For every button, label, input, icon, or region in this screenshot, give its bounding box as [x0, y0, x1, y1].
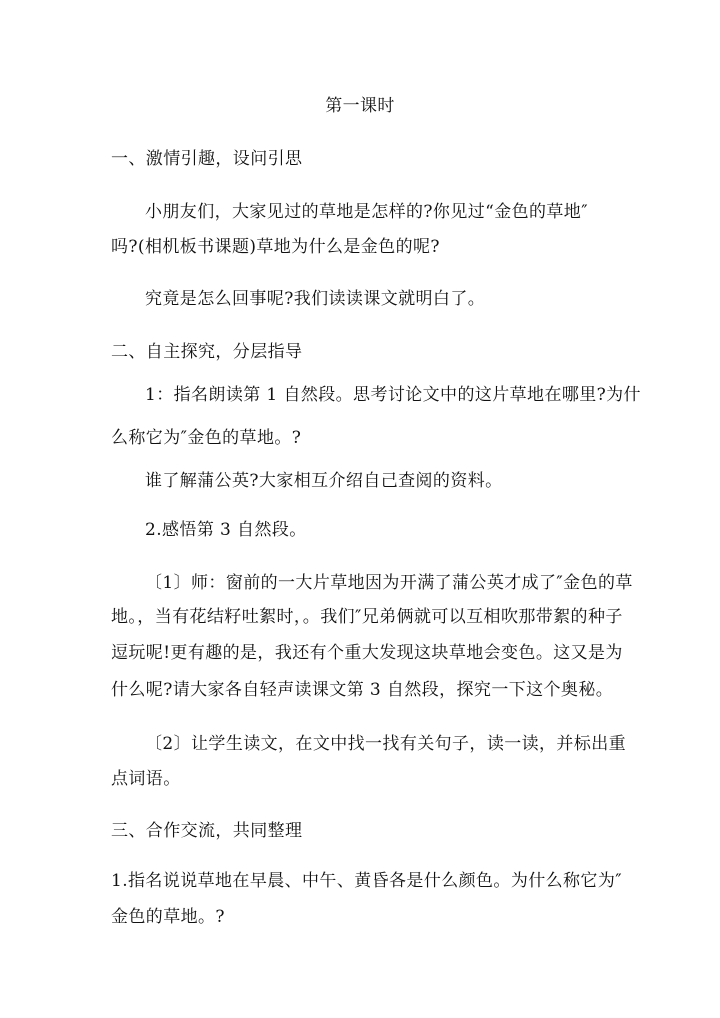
paragraph-line: 〔1〕师：窗前的一大片草地因为开满了蒲公英才成了″金色的草 — [145, 573, 633, 593]
paragraph-line: 谁了解蒲公英?大家相互介绍自己查阅的资料。 — [145, 471, 503, 491]
paragraph-line: 逗玩呢!更有趣的是，我还有个重大发现这块草地会变色。这又是为 — [111, 643, 623, 663]
paragraph-line: 〔2〕让学生读文，在文中找一找有关句子，读一读，并标出重 — [145, 734, 627, 754]
paragraph-line: 什么呢?请大家各自轻声读课文第 3 自然段，探究一下这个奥秘。 — [111, 680, 614, 700]
section-heading-1: 一、激情引趣，设问引思 — [111, 149, 303, 169]
paragraph-line: 地。，当有花结籽吐絮时，。我们″兄弟俩就可以互相吹那带絮的种子 — [111, 607, 623, 627]
paragraph-line: 1：指名朗读第 1 自然段。思考讨论文中的这片草地在哪里?为什 — [145, 385, 641, 405]
section-heading-2: 二、自主探究，分层指导 — [111, 342, 303, 362]
section-heading-3: 三、合作交流，共同整理 — [111, 821, 303, 841]
paragraph-line: 小朋友们，大家见过的草地是怎样的?你见过“金色的草地″ — [145, 202, 588, 222]
paragraph-line: 1.指名说说草地在早晨、中午、黄昏各是什么颜色。为什么称它为″ — [111, 871, 622, 891]
paragraph-line: 2.感悟第 3 自然段。 — [145, 520, 307, 540]
paragraph-line: 究竟是怎么回事呢?我们读读课文就明白了。 — [145, 289, 486, 309]
paragraph-line: 金色的草地。? — [111, 907, 225, 927]
page-title: 第一课时 — [325, 96, 395, 116]
paragraph-line: 点词语。 — [111, 769, 181, 789]
paragraph-line: 么称它为″金色的草地。? — [111, 428, 302, 448]
paragraph-line: 吗?(相机板书课题)草地为什么是金色的呢? — [111, 237, 440, 257]
